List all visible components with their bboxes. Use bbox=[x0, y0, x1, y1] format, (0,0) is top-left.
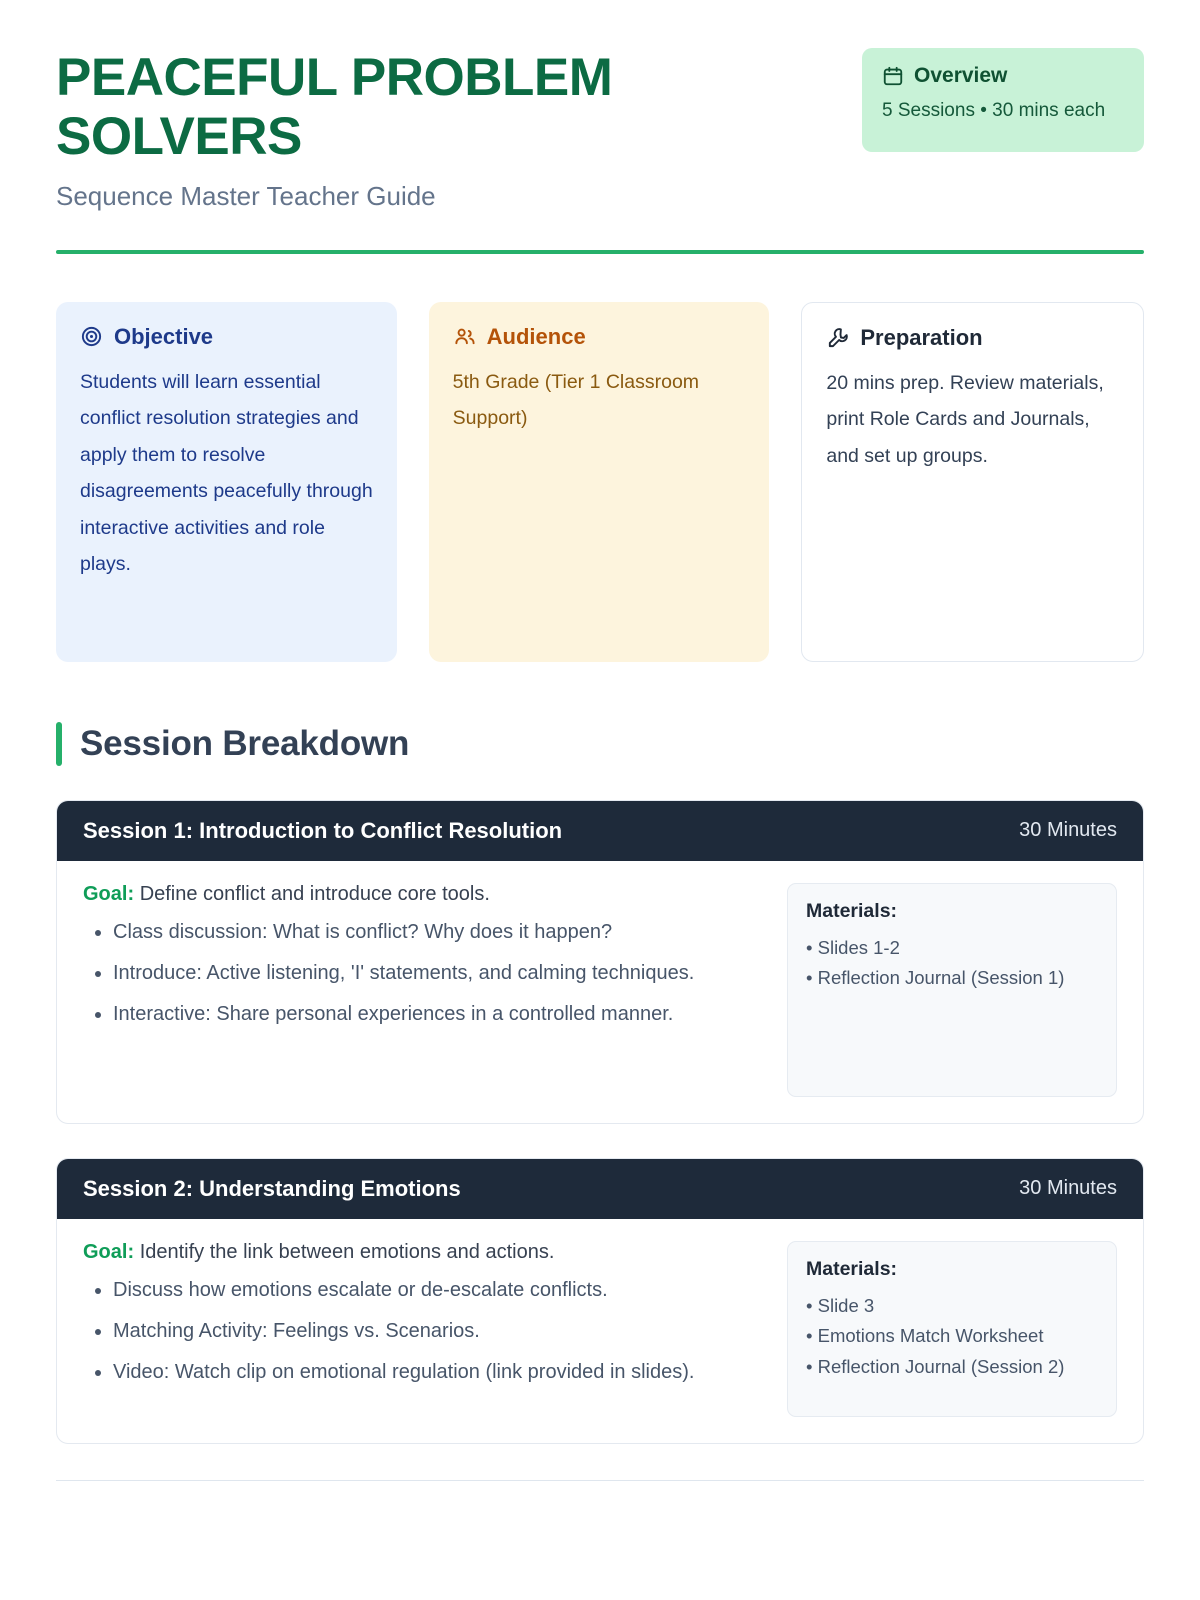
goal-label: Goal: bbox=[83, 882, 135, 905]
list-item: • Matching Activity: Feelings vs. Scenarios. bbox=[113, 1315, 759, 1347]
session-card-body bbox=[57, 861, 1143, 1123]
materials-title: Materials: bbox=[806, 1257, 898, 1280]
overview-card bbox=[862, 48, 1144, 152]
session-goal bbox=[83, 883, 759, 906]
list-item: • Introduce: Active listening, 'I' statements, and calming techniques. bbox=[113, 957, 759, 989]
objective-card-header bbox=[80, 324, 373, 350]
users-icon bbox=[453, 325, 476, 348]
audience-card bbox=[429, 302, 770, 662]
session-content bbox=[83, 1241, 759, 1417]
materials-item: • Reflection Journal (Session 2) bbox=[806, 1355, 1065, 1377]
materials-item: • Emotions Match Worksheet bbox=[806, 1325, 1044, 1347]
materials-item: • Slides 1-2 bbox=[806, 936, 900, 958]
target-icon bbox=[80, 325, 103, 348]
preparation-card bbox=[801, 302, 1144, 662]
overview-header bbox=[882, 64, 1124, 88]
preparation-body: 20 mins prep. Review materials, print Role Cards and Journals, and set up groups. bbox=[826, 371, 1104, 467]
audience-card-header bbox=[453, 324, 746, 350]
wrench-icon bbox=[826, 326, 849, 349]
overview-label: Overview bbox=[914, 64, 1008, 87]
overview-text: 5 Sessions • 30 mins each bbox=[882, 100, 1106, 121]
session-card bbox=[56, 1158, 1144, 1444]
session-card-body bbox=[57, 1219, 1143, 1443]
materials-panel bbox=[787, 1241, 1117, 1417]
objective-body: Students will learn essential conflict resolution strategies and apply them to resolve disagreements peacefully through interactive activities and role plays. bbox=[80, 370, 373, 575]
session-card bbox=[56, 800, 1144, 1124]
audience-title: Audience bbox=[486, 323, 586, 349]
heading-accent-bar bbox=[56, 722, 62, 766]
section-title: Session Breakdown bbox=[80, 723, 410, 763]
materials-title: Materials: bbox=[806, 899, 898, 922]
session-breakdown-heading bbox=[56, 722, 1144, 766]
goal-label: Goal: bbox=[83, 1240, 135, 1263]
next-session-edge bbox=[56, 1480, 1144, 1486]
list-item: • Interactive: Share personal experiences in a controlled manner. bbox=[113, 998, 759, 1030]
audience-body: 5th Grade (Tier 1 Classroom Support) bbox=[452, 370, 700, 430]
materials-item: • Reflection Journal (Session 1) bbox=[806, 967, 1065, 989]
session-title: Session 2: Understanding Emotions bbox=[83, 1175, 461, 1201]
list-item: • Video: Watch clip on emotional regulation (link provided in slides). bbox=[113, 1356, 759, 1388]
page-subtitle: Sequence Master Teacher Guide bbox=[56, 180, 436, 211]
materials-item: • Slide 3 bbox=[806, 1294, 875, 1316]
info-cards-row bbox=[56, 302, 1144, 662]
goal-text: Define conflict and introduce core tools. bbox=[139, 882, 490, 905]
title-block bbox=[56, 48, 816, 212]
preparation-card-header bbox=[826, 325, 1119, 351]
objective-title: Objective bbox=[114, 323, 214, 349]
session-duration: 30 Minutes bbox=[1019, 819, 1117, 842]
session-duration: 30 Minutes bbox=[1019, 1177, 1117, 1200]
session-title: Session 1: Introduction to Conflict Resolution bbox=[83, 817, 563, 843]
activity-list bbox=[83, 1274, 759, 1388]
page-header bbox=[56, 48, 1144, 212]
list-item: • Class discussion: What is conflict? Why does it happen? bbox=[113, 916, 759, 948]
page-title: PEACEFUL PROBLEM SOLVERS bbox=[56, 48, 613, 167]
list-item: • Discuss how emotions escalate or de-escalate conflicts. bbox=[113, 1274, 759, 1306]
activity-list bbox=[83, 916, 759, 1030]
session-card-header bbox=[57, 801, 1143, 861]
session-content bbox=[83, 883, 759, 1097]
header-divider bbox=[56, 250, 1144, 254]
goal-text: Identify the link between emotions and actions. bbox=[139, 1240, 555, 1263]
materials-panel bbox=[787, 883, 1117, 1097]
preparation-title: Preparation bbox=[860, 324, 983, 350]
objective-card bbox=[56, 302, 397, 662]
session-goal bbox=[83, 1241, 759, 1264]
session-card-header bbox=[57, 1159, 1143, 1219]
calendar-icon bbox=[882, 65, 904, 87]
